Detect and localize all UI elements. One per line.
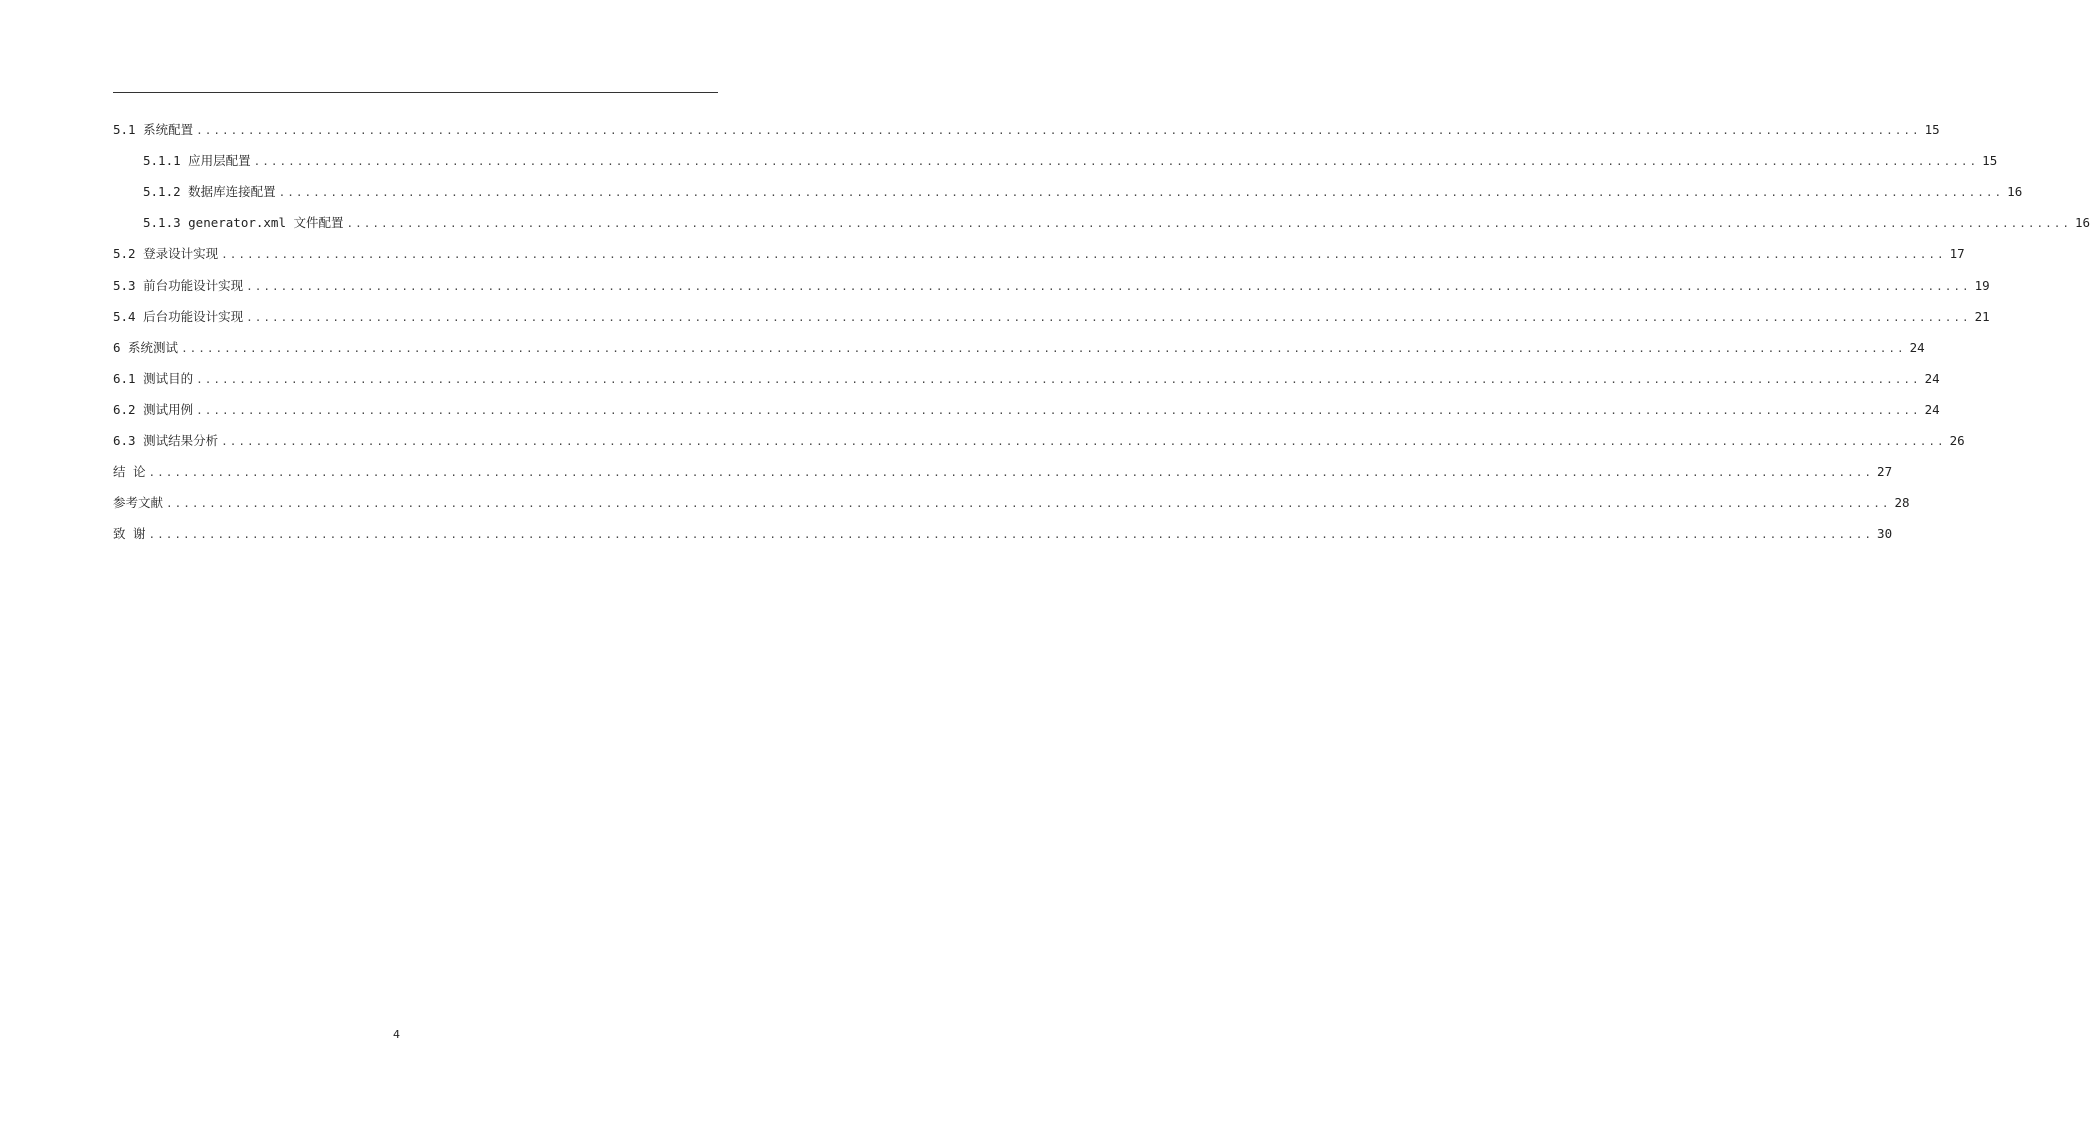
toc-entry-title: 参考文献 [113,495,164,510]
toc-dot-leader: ........................................................................................................................................................................................................ [221,435,1946,448]
toc-dot-leader: ........................................................................................................................................................................................................ [148,528,1874,541]
toc-entry-title: 6.3 测试结果分析 [113,433,219,448]
toc-entry-page-number: 15 [1982,153,1998,168]
page-number: 4 [393,1028,400,1041]
toc-entry-title: 6 系统测试 [113,340,179,355]
toc-entry-page-number: 24 [1924,402,1940,417]
toc-entry-title: 5.2 登录设计实现 [113,246,219,261]
toc-entry-title: 6.1 测试目的 [113,371,194,386]
toc-dot-leader: ........................................................................................................................................................................................................ [166,497,1891,510]
toc-dot-leader: ........................................................................................................................................................................................................ [253,155,1979,168]
toc-entry[interactable] [143,214,2090,232]
toc-entry-page-number: 24 [1909,340,1925,355]
toc-dot-leader: ........................................................................................................................................................................................................ [278,186,2004,199]
header-rule [113,92,718,93]
toc-entry-page-number: 24 [1924,371,1940,386]
toc-entry[interactable] [113,432,1965,450]
toc-entry-title: 5.1.3 generator.xml 文件配置 [143,215,344,230]
toc-entry-title: 5.3 前台功能设计实现 [113,278,244,293]
toc-entry-page-number: 17 [1949,246,1965,261]
toc-entry-title: 致 谢 [113,526,146,541]
toc-entry[interactable] [113,525,1893,543]
toc-entry-page-number: 26 [1949,433,1965,448]
toc-entry-page-number: 30 [1877,526,1893,541]
toc-entry[interactable] [143,183,2023,201]
toc-entry-page-number: 15 [1924,122,1940,137]
toc-entry[interactable] [113,245,1965,263]
toc-entry[interactable] [113,121,1940,139]
toc-dot-leader: ........................................................................................................................................................................................................ [196,124,1921,137]
toc-entry-page-number: 16 [2075,215,2090,230]
toc-entry-page-number: 16 [2007,184,2023,199]
toc-entry-title: 5.1.2 数据库连接配置 [143,184,276,199]
toc-entry-title: 结 论 [113,464,146,479]
toc-dot-leader: ........................................................................................................................................................................................................ [346,217,2072,230]
toc-dot-leader: ........................................................................................................................................................................................................ [246,311,1971,324]
toc-entry-title: 5.1.1 应用层配置 [143,153,251,168]
toc-entry[interactable] [113,494,1910,512]
toc-entry[interactable] [113,277,1990,295]
toc-dot-leader: ........................................................................................................................................................................................................ [148,466,1874,479]
toc-entry[interactable] [113,308,1990,326]
toc-entry[interactable] [113,339,1925,357]
toc-entry-page-number: 27 [1877,464,1893,479]
toc-entry-title: 5.1 系统配置 [113,122,194,137]
toc-dot-leader: ........................................................................................................................................................................................................ [196,373,1921,386]
toc-entry-page-number: 28 [1894,495,1910,510]
toc-dot-leader: ........................................................................................................................................................................................................ [181,342,1906,355]
toc-entry-title: 5.4 后台功能设计实现 [113,309,244,324]
toc-entry[interactable] [113,370,1940,388]
toc-dot-leader: ........................................................................................................................................................................................................ [221,248,1946,261]
toc-entry[interactable] [113,401,1940,419]
toc-entry-page-number: 19 [1974,278,1990,293]
toc-dot-leader: ........................................................................................................................................................................................................ [196,404,1921,417]
toc-entry-page-number: 21 [1974,309,1990,324]
toc-entry[interactable] [113,463,1893,481]
toc-entry-title: 6.2 测试用例 [113,402,194,417]
toc-entry[interactable] [143,152,1998,170]
toc-dot-leader: ........................................................................................................................................................................................................ [246,280,1971,293]
